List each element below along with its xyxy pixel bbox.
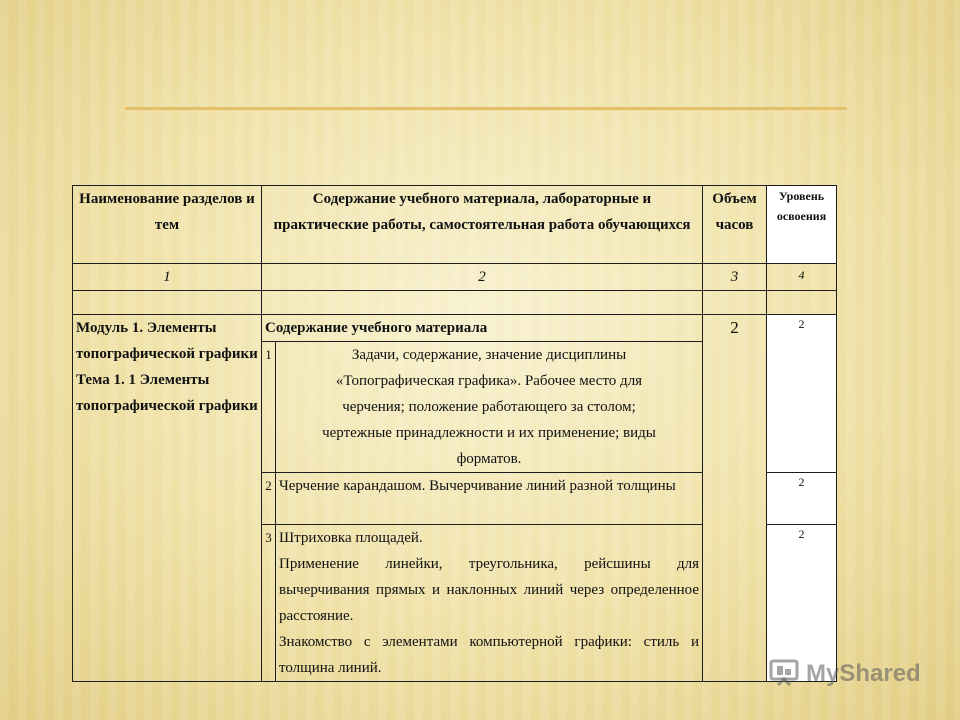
header-row	[73, 186, 837, 264]
level-item-3: 2	[767, 525, 837, 682]
watermark-logo	[768, 656, 928, 696]
hours-value: 2	[703, 315, 767, 682]
column-number-4: 4	[767, 264, 837, 291]
item-index-1: 1	[262, 342, 276, 473]
level-item-2: 2	[767, 473, 837, 525]
module-title: Модуль 1. Элементы топографической графики	[76, 320, 258, 362]
header-sections: Наименование разделов и тем	[73, 186, 262, 264]
content-title-row	[73, 315, 837, 342]
item-index-2: 2	[262, 473, 276, 525]
header-hours: Объем часов	[703, 186, 767, 264]
watermark-text: MyShared	[806, 660, 921, 687]
column-number-3: 3	[703, 264, 767, 291]
item-3-paragraph-3: Знакомство с элементами компьютерной графики: стиль и толщина линий.	[279, 634, 699, 676]
header-content: Содержание учебного материала, лабораторные и практические работы, самостоятельная работа обучающихся	[262, 186, 703, 264]
item-text-2: Черчение карандашом. Вычерчивание линий разной толщины	[276, 473, 703, 525]
item-text-3	[276, 525, 703, 682]
header-level: Уровень освоения	[767, 186, 837, 264]
column-number-row	[73, 264, 837, 291]
item-3-paragraph-1: Штриховка площадей.	[279, 530, 423, 546]
content-title: Содержание учебного материала	[262, 315, 703, 342]
column-number-1: 1	[73, 264, 262, 291]
item-3-paragraph-2: Применение линейки, треугольника, рейсшины для вычерчивания прямых и наклонных линий через определенное расстояние.	[279, 556, 699, 624]
level-item-1: 2	[767, 315, 837, 473]
item-index-3: 3	[262, 525, 276, 682]
topic-title: Тема 1. 1 Элементы топографической графики	[76, 372, 258, 414]
module-cell	[73, 315, 262, 682]
decorative-top-rule	[125, 107, 847, 110]
item-text-1: Задачи, содержание, значение дисциплины «Топографическая графика». Рабочее место для черчения; положение работающего за столом; чертежные принадлежности и их применение; виды форматов.	[276, 342, 703, 473]
curriculum-table	[72, 185, 837, 682]
blank-row	[73, 291, 837, 315]
column-number-2: 2	[262, 264, 703, 291]
presentation-icon	[768, 658, 800, 688]
